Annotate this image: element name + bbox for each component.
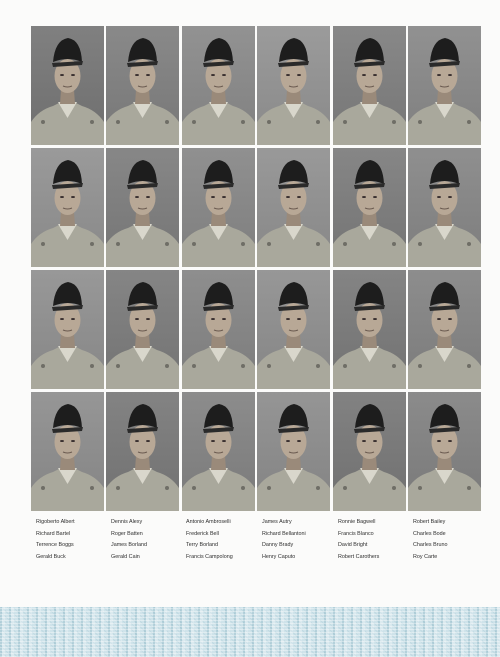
portrait-photo <box>106 148 179 267</box>
portrait-photo <box>182 148 255 267</box>
name-label: David Bright <box>338 542 368 549</box>
name-label: Robert Bailey <box>413 519 446 525</box>
name-label: Antonio Ambroselli <box>186 519 231 525</box>
portrait-photo <box>257 26 330 145</box>
portrait-photo <box>257 270 330 389</box>
portrait-photo <box>333 392 406 511</box>
portrait-photo <box>182 270 255 389</box>
name-label: James Borland <box>111 542 147 549</box>
portrait-photo <box>31 270 104 389</box>
portrait-photo <box>333 270 406 389</box>
name-label: James Autry <box>262 519 292 525</box>
portrait-photo <box>106 392 179 511</box>
portrait-photo <box>333 26 406 145</box>
name-label: Gerald Buck <box>36 553 66 560</box>
name-label: Terrence Boggs <box>36 542 74 549</box>
portrait-photo <box>408 26 481 145</box>
portrait-photo <box>106 26 179 145</box>
name-label: Robert Carothers <box>338 553 380 560</box>
name-captions <box>36 517 483 563</box>
name-label: Roger Batten <box>111 530 143 537</box>
name-label: Henry Caputo <box>262 553 296 560</box>
name-column <box>111 517 186 563</box>
portrait-grid <box>31 26 481 511</box>
name-label: Ronnie Bagwell <box>338 519 376 525</box>
name-column <box>36 517 111 563</box>
portrait-photo <box>257 148 330 267</box>
portrait-photo <box>333 148 406 267</box>
name-label: Richard Bellantoni <box>262 530 306 537</box>
name-label: Dennis Alexy <box>111 519 143 525</box>
name-label: Gerald Cain <box>111 553 140 560</box>
portrait-photo <box>182 392 255 511</box>
portrait-photo <box>31 392 104 511</box>
name-label: Charles Bruno <box>413 542 448 549</box>
name-column <box>338 517 413 563</box>
portrait-photo <box>31 26 104 145</box>
decorative-footer-band <box>0 607 500 657</box>
portrait-photo <box>257 392 330 511</box>
name-label: Richard Bartel <box>36 530 71 537</box>
name-column <box>186 517 262 563</box>
portrait-photo <box>182 26 255 145</box>
name-label: Francis Blanco <box>338 530 374 537</box>
name-label: Terry Borland <box>186 542 219 549</box>
name-column <box>262 517 338 563</box>
name-label: Roy Carte <box>413 553 438 560</box>
name-column <box>413 517 483 563</box>
portrait-photo <box>106 270 179 389</box>
portrait-photo <box>408 270 481 389</box>
name-label: Charles Bode <box>413 530 446 537</box>
portrait-photo <box>408 392 481 511</box>
name-label: Rigoberto Albert <box>36 519 75 525</box>
name-label: Frederick Bell <box>186 530 219 537</box>
name-label: Danny Brady <box>262 542 294 549</box>
name-label: Francis Campolong <box>186 553 233 560</box>
portrait-photo <box>31 148 104 267</box>
portrait-photo <box>408 148 481 267</box>
